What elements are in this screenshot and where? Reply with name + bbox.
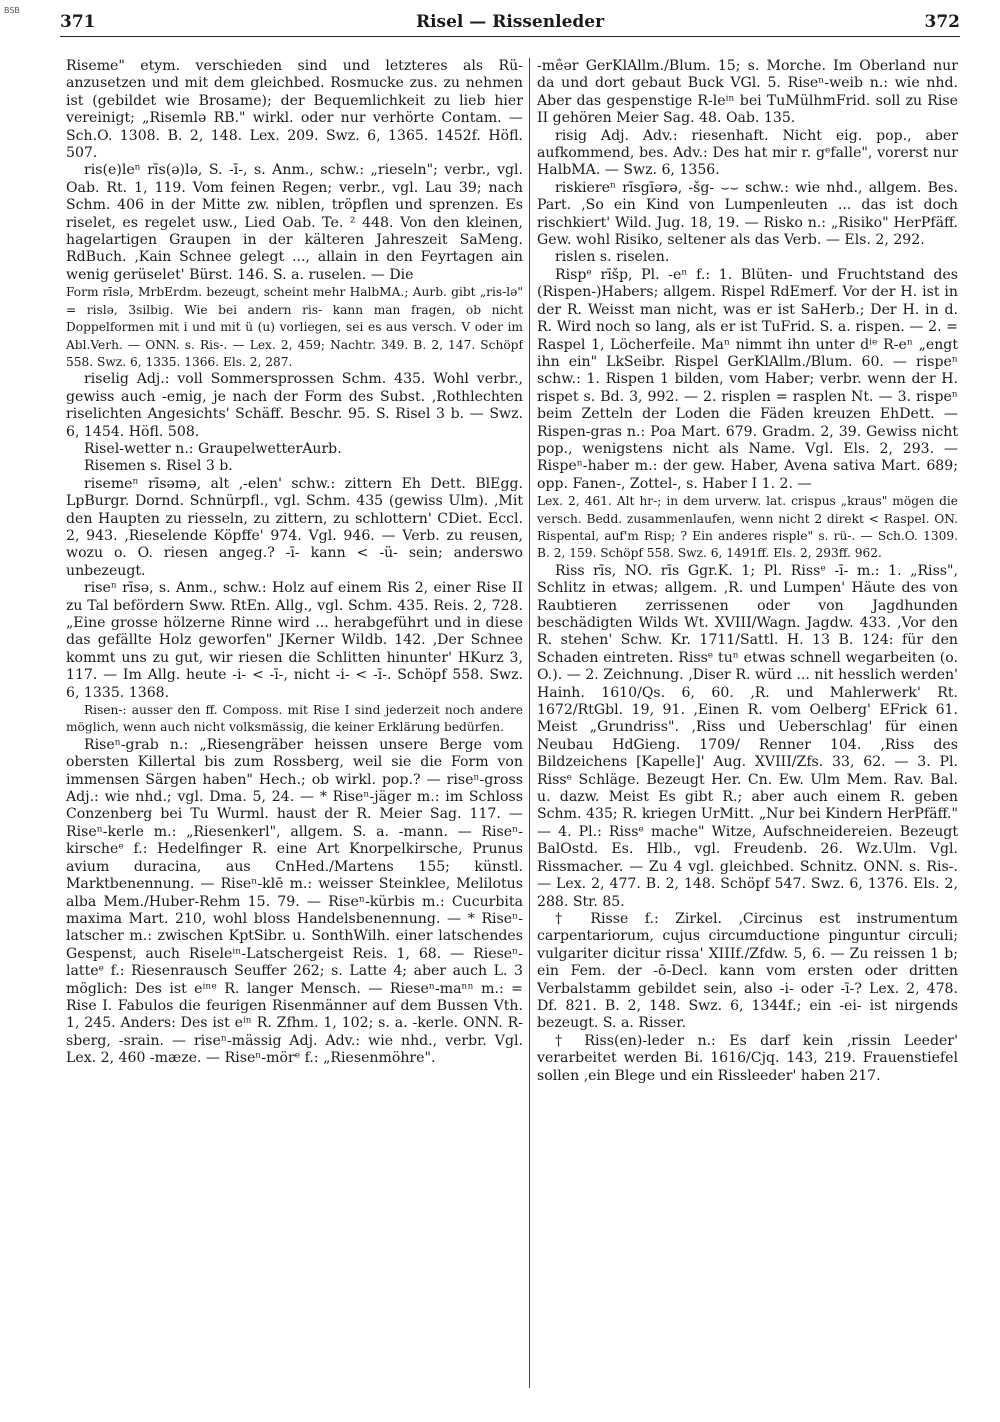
left-column bbox=[66, 58, 523, 1406]
dictionary-entry: Riseⁿ-grab n.: „Riesengräber heissen unsere Berge vom obersten Killertal bis zum Rossberg, weil sie die Form von immensen Särgen haben" Hech.; ob wirkl. pop.? — riseⁿ-gross Adj.: wie nhd.; vgl. Dma. 5, 24. — * Riseⁿ-jäger m.: im Schloss Conzenberg bei Tu Wurml. haust der R. Meier Sag. 117. — Riseⁿ-kerle m.: „Riesenkerl", allgem. S. a. -mann. — Riseⁿ-kirscheᵉ f.: Hedelfinger R. eine Art Knorpelkirsche, Prunus avium duracina, aus CnHed./Martens 155; künstl. Marktbenennung. — Riseⁿ-klē m.: weisser Steinklee, Melilotus alba Mem./Huber-Rehm 15. 79. — Riseⁿ-kürbis m.: Cucurbita maxima Mart. 210, wohl bloss Handelsbenennung. — * Riseⁿ-latscher m.: zwischen KptSibr. u. SonthWilh. einer latschendes Gespenst, auch Riseleⁱⁿ-Latschergeist Reis. 1, 68. — Rieseⁿ-latteᵉ f.: Riesenrausch Seuffer 262; s. Latte 4; aber auch L. 3 möglich: Des ist eⁱⁿᵉ R. langer Mensch. — Rieseⁿ-maⁿⁿ m.: = Rise I. Fabulos die feurigen Risenmänner auf dem Bussen Vth. 1, 245. Anders: Des ist eⁱⁿ R. Zfhm. 1, 102; s. a. -kerle. ONN. R-sberg, -srain. — riseⁿ-mässig Adj. Adv.: wie nhd., verbr. Vgl. Lex. 2, 460 -mæze. — Riseⁿ-mörᵉ f.: „Riesenmöhre". bbox=[66, 736, 523, 1067]
right-column bbox=[537, 58, 958, 1406]
dictionary-entry: † Riss(en)-leder n.: Es darf kein ‚rissin Leeder' verarbeitet werden Bi. 1616/Cjq. 143, 219. Frauenstiefel sollen ‚ein Blege und ein Rissleeder' haben 217. bbox=[537, 1032, 958, 1084]
page-number-left: 371 bbox=[60, 12, 96, 32]
dictionary-entry: riseⁿ rīsə, s. Anm., schw.: Holz auf einem Ris 2, einer Rise II zu Tal befördern Sww. RtEn. Allg., vgl. Schm. 435. Reis. 2, 728. „Eine grosse hölzerne Rinne wird ... herabgeführt und in diese das gefällte Holz geworfen" JKerner Wildb. 142. ‚Der Schnee kommt uns zu gut, wir riesen die Schlitten hinunter' HKurz 3, 117. — Im Allg. heute -i- < -ī-, nicht -i- < -ī-. Schöpf 558. Swz. 6, 1335. 1368. bbox=[66, 580, 523, 701]
continued-entry: Riseme" etym. verschieden sind und letzteres als Rü- anzusetzen und mit dem gleichbed. Rosmucke zus. zu nehmen ist (gebildet wie Brosame); der Bequemlichkeit zu lieb hier vereinigt; „Risemlə RB." wirkl. oder nur verhörte Contam. — Sch.O. 1308. B. 2, 148. Lex. 209. Swz. 6, 1365. 1452f. Höfl. 507. bbox=[66, 58, 523, 162]
dictionary-entry: riselig Adj.: voll Sommersprossen Schm. 435. Wohl verbr., gewiss auch -emig, je nach der Form des Subst. ‚Rothlechten riselichten Angesichts' Schäff. Beschr. 95. S. Risel 3 b. — Swz. 6, 1454. Höfl. 508. bbox=[66, 371, 523, 440]
entry-note: Risen-: ausser den ff. Composs. mit Rise I sind jederzeit noch andere möglich, wenn auch nicht volksmässig, die keiner Erklärung bedürfen. bbox=[66, 703, 523, 735]
entry-note: Lex. 2, 461. Alt hr-; in dem urverw. lat. crispus „kraus" mögen die versch. Bedd. zusammenlaufen, wenn nicht 2 direkt < Raspel. ON. Rispental, auf'm Risp; ? Ein anderes risple" s. rü-. — Sch.O. 1309. B. 2, 159. Schöpf 558. Swz. 6, 1491ff. Els. 2, 293ff. 962. bbox=[537, 494, 958, 561]
page-header bbox=[60, 10, 960, 37]
dictionary-entry: rislen s. riselen. bbox=[555, 249, 670, 266]
dictionary-entry: Risemen s. Risel 3 b. bbox=[84, 458, 233, 475]
dictionary-entry: † Risse f.: Zirkel. ‚Circinus est instrumentum carpentariorum, cujus circumductione pinguntur circuli; vulgariter dicitur rissa' XIIIf./Zfdw. 5, 6. — Zu reissen 1 b; ein Fem. der -ō-Decl. kann vom ersten oder dritten Verbalstamm gebildet sein, also -i- oder -ī-? Lex. 2, 478. Df. 821. B. 2, 148. Swz. 6, 1344f.; ein -ei- ist nirgends bezeugt. S. a. Risser. bbox=[537, 910, 958, 1032]
dictionary-entry: risig Adj. Adv.: riesenhaft. Nicht eig. pop., aber aufkommend, bes. Adv.: Des hat mir r. gᵉfalle", vorerst nur HalbMA. — Swz. 6, 1356. bbox=[537, 127, 958, 179]
dictionary-entry: risemeⁿ rīsəmə, alt ‚-elen' schw.: zittern Eh Dett. BlEgg. LpBurgr. Dornd. Schnürpfl., vgl. Schm. 435 (gewiss Ulm). ‚Mit den Haupten zu riesseln, zu zittern, zu schlottern' CDiet. Eccl. 2, 943. ‚Rieselende Köpffe' 974. Vgl. 946. — Verb. zu reusen, wozu o. O. riesen angeg.? -ī- kann < -ü- sein; anderswo unbezeugt. bbox=[66, 475, 523, 579]
continued-entry: -mḗər GerKlAllm./Blum. 15; s. Morche. Im Oberland nur da und dort gebaut Buck VGl. 5. Riseⁿ-weib n.: wie nhd. Aber das gespenstige R-leⁱⁿ bei TuMülhmFrid. soll zu Rise II gehören Meier Sag. 48. Oab. 135. bbox=[537, 58, 958, 127]
running-title: Risel — Rissenleder bbox=[415, 12, 605, 32]
column-divider bbox=[529, 58, 530, 1388]
dictionary-entry: ris(e)leⁿ rīs(ə)lə, S. -ī-, s. Anm., schw.: „rieseln"; verbr., vgl. Oab. Rt. 1, 119. Vom feinen Regen; verbr., vgl. Lau 39; nach Schm. 406 in der Mitte zw. niblen, tröpflen und sprenzen. Es riselet, es regelet usw., Lied Oab. Te. ² 448. Von den kleinen, hagelartigen Graupen in der kälteren Jahreszeit SaMeng. RdBuch. ‚Kain Schnee gelegt ..., allain in den Feyrtagen ain wenig gerüselet' Bürst. 146. S. a. ruselen. — Die bbox=[66, 162, 523, 283]
entry-note: Form rīslə, MrbErdm. bezeugt, scheint mehr HalbMA.; Aurb. gibt „ris-lə" = rislə, 3silbig. Wie bei andern ris- kann man fragen, ob nicht Doppelformen mit i und mit ü (u) vorliegen, sei es aus versch. V oder im Abl.Verh. — ONN. s. Ris-. — Lex. 2, 459; Nachtr. 349. B. 2, 147. Schöpf 558. Swz. 6, 1335. 1366. Els. 2, 287. bbox=[66, 285, 523, 369]
dictionary-entry: Rispᵉ rīšp, Pl. -eⁿ f.: 1. Blüten- und Fruchtstand des (Rispen-)Habers; allgem. Rispel RdEmerf. Vor der H. ist in der R. Weisst man nicht, was er ist SaHerb.; Der H. in d. R. Wird noch so lang, als er ist TuFrid. S. a. rispen. — 2. = Raspel 1, Löcherfeile. Maⁿ nimmt ihn unter dⁱᵉ R-eⁿ „engt ihn ein" LkSeibr. Rispel GerKlAllm./Blum. 60. — rispeⁿ schw.: 1. Rispen 1 bilden, vom Haber; verbr. wenn der H. rispet s. Bd. 3, 992. — 2. risplen = rasplen Nt. — 3. rispeⁿ beim Zetteln der Loden die Fäden kreuzen EhDett. — Rispen-gras n.: Poa Mart. 679. Gradm. 2, 39. Gewiss nicht pop., wenigstens nicht als Name. Vgl. Els. 2, 293. — Rispeⁿ-haber m.: der gew. Haber, Avena sativa Mart. 689; opp. Fanen-, Zottel-, s. Haber I 1. 2. — bbox=[537, 266, 958, 492]
page-number-right: 372 bbox=[924, 12, 960, 32]
dictionary-entry: riskiereⁿ rīsgīərə, -šg- ⌣⌣ schw.: wie nhd., allgem. Bes. Part. ‚So ein Kind von Lumpenleuten ... das ist doch rischkiert' Wild. Jug. 18, 19. — Risko n.: „Risiko" HerPfäff. Gew. wohl Risiko, seltener als das Verb. — Els. 2, 292. bbox=[537, 179, 958, 249]
dictionary-entry: Risel-wetter n.: GraupelwetterAurb. bbox=[84, 440, 342, 457]
library-stamp: BSB bbox=[4, 6, 20, 15]
dictionary-entry: Riss rīs, NO. rīs Ggr.K. 1; Pl. Rissᵉ -ī- m.: 1. „Riss", Schlitz in etwas; allgem. ‚R. und Lumpen' Häute des von Raubtieren zerrissenen oder von Jagdhunden beschädigten Wilds Wt. XVIII/Wagn. Jagdw. 433. ‚Vor den R. stehen' Schw. Kr. 1711/Sattl. H. 13 B. 124: für den Schaden eintreten. Rissᵉ tuⁿ etwas schnell wegarbeiten (o. O.). — 2. Zeichnung. ‚Diser R. würd ... nit hesslich werden' Hainh. 1610/Qs. 6, 60. ‚R. und Mahlerwerk' Rt. 1672/RtGbl. 19, 91. ‚Einen R. vom Oelberg' EFrick 61. Meist „Grundriss". ‚Riss und Ueberschlag' für einen Neubau HdGieng. 1709/ Renner 104. ‚Riss des Bildzeichens [Kapelle]' Aug. XVIII/Zfs. 33, 62. — 3. Pl. Rissᵉ Schläge. Bezeugt Her. Cn. Ew. Ulm Mem. Rav. Bal. u. dazw. Meist Es gibt R.; aber auch einem R. geben Schm. 435; R. kriegen UrMitt. „Nur bei Kindern HerPfäff." — 4. Pl.: Rissᵉ mache" Witze, Aufschneidereien. Bezeugt BalOstd. Es. Hlb., vgl. Freudenb. 26. Wz.Ulm. Vgl. Rissmacher. — Zu 4 vgl. gleichbed. Schnitz. ONN. s. Ris-. — Lex. 2, 477. B. 2, 148. Schöpf 547. Swz. 6, 1376. Els. 2, 288. Str. 85. bbox=[537, 562, 958, 910]
